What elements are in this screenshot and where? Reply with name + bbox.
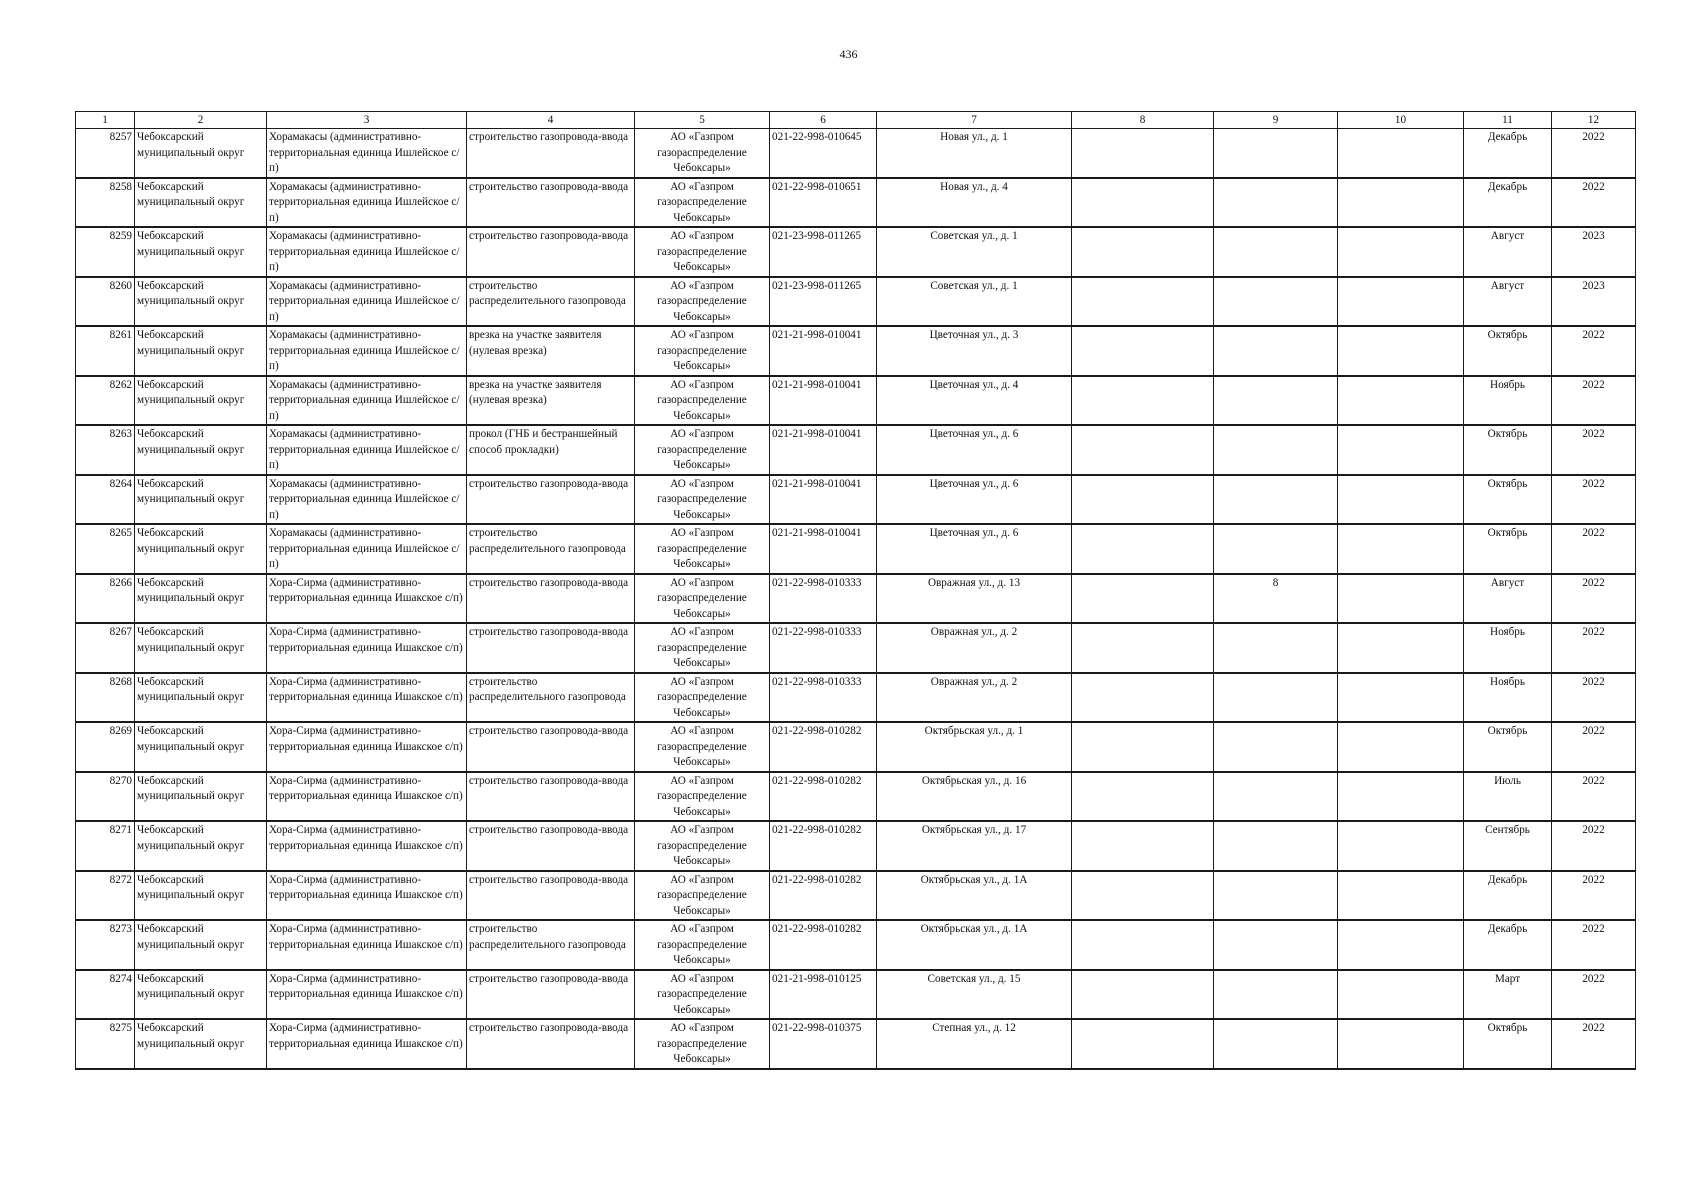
year-cell: 2022 <box>1552 920 1636 970</box>
column-9-cell <box>1214 772 1338 822</box>
locality-cell: Хора-Сирма (административно-территориальная единица Ишакское с/п) <box>267 772 467 822</box>
column-8-cell <box>1072 970 1214 1020</box>
column-header: 12 <box>1552 112 1636 129</box>
table-row <box>76 574 1636 624</box>
work-type-cell: строительство газопровода-ввода <box>467 623 635 673</box>
page-number: 436 <box>839 47 858 61</box>
row-number-cell: 8258 <box>76 178 135 228</box>
locality-cell: Хорамакасы (административно-территориальная единица Ишлейское с/п) <box>267 524 467 574</box>
column-10-cell <box>1338 178 1464 228</box>
case-code-cell: 021-22-998-010645 <box>770 129 877 178</box>
table-row <box>76 772 1636 822</box>
district-cell: Чебоксарский муниципальный округ <box>135 772 267 822</box>
address-cell: Цветочная ул., д. 6 <box>877 425 1072 475</box>
locality-cell: Хорамакасы (административно-территориальная единица Ишлейское с/п) <box>267 129 467 178</box>
column-10-cell <box>1338 277 1464 327</box>
row-number-cell: 8264 <box>76 475 135 525</box>
district-cell: Чебоксарский муниципальный округ <box>135 227 267 277</box>
address-cell: Октябрьская ул., д. 1А <box>877 920 1072 970</box>
locality-cell: Хора-Сирма (административно-территориальная единица Ишакское с/п) <box>267 722 467 772</box>
address-cell: Цветочная ул., д. 6 <box>877 475 1072 525</box>
year-cell: 2022 <box>1552 524 1636 574</box>
locality-cell: Хорамакасы (административно-территориальная единица Ишлейское с/п) <box>267 227 467 277</box>
locality-cell: Хора-Сирма (административно-территориальная единица Ишакское с/п) <box>267 1019 467 1069</box>
case-code-cell: 021-22-998-010282 <box>770 871 877 921</box>
table-row <box>76 673 1636 723</box>
column-10-cell <box>1338 821 1464 871</box>
row-number-cell: 8273 <box>76 920 135 970</box>
column-10-cell <box>1338 970 1464 1020</box>
column-8-cell <box>1072 623 1214 673</box>
column-9-cell <box>1214 722 1338 772</box>
row-number-cell: 8267 <box>76 623 135 673</box>
table-row <box>76 871 1636 921</box>
column-10-cell <box>1338 673 1464 723</box>
year-cell: 2022 <box>1552 475 1636 525</box>
row-number-cell: 8268 <box>76 673 135 723</box>
row-number-cell: 8266 <box>76 574 135 624</box>
work-type-cell: строительство газопровода-ввода <box>467 722 635 772</box>
column-9-cell <box>1214 920 1338 970</box>
row-number-cell: 8270 <box>76 772 135 822</box>
row-number-cell: 8274 <box>76 970 135 1020</box>
column-8-cell <box>1072 129 1214 178</box>
column-10-cell <box>1338 920 1464 970</box>
column-10-cell <box>1338 871 1464 921</box>
work-type-cell: врезка на участке заявителя (нулевая врезка) <box>467 376 635 426</box>
case-code-cell: 021-22-998-010651 <box>770 178 877 228</box>
column-9-cell <box>1214 821 1338 871</box>
column-10-cell <box>1338 129 1464 178</box>
table-row <box>76 475 1636 525</box>
address-cell: Овражная ул., д. 2 <box>877 623 1072 673</box>
work-type-cell: строительство газопровода-ввода <box>467 178 635 228</box>
organization-cell: АО «Газпром газораспределение Чебоксары» <box>635 475 770 525</box>
table-row <box>76 178 1636 228</box>
column-8-cell <box>1072 1019 1214 1069</box>
case-code-cell: 021-21-998-010125 <box>770 970 877 1020</box>
column-8-cell <box>1072 871 1214 921</box>
work-type-cell: строительство распределительного газопровода <box>467 673 635 723</box>
organization-cell: АО «Газпром газораспределение Чебоксары» <box>635 871 770 921</box>
district-cell: Чебоксарский муниципальный округ <box>135 673 267 723</box>
organization-cell: АО «Газпром газораспределение Чебоксары» <box>635 920 770 970</box>
month-cell: Июль <box>1464 772 1552 822</box>
row-number-cell: 8261 <box>76 326 135 376</box>
column-8-cell <box>1072 772 1214 822</box>
address-cell: Цветочная ул., д. 3 <box>877 326 1072 376</box>
column-10-cell <box>1338 722 1464 772</box>
column-10-cell <box>1338 772 1464 822</box>
organization-cell: АО «Газпром газораспределение Чебоксары» <box>635 673 770 723</box>
organization-cell: АО «Газпром газораспределение Чебоксары» <box>635 772 770 822</box>
column-9-cell <box>1214 1019 1338 1069</box>
year-cell: 2022 <box>1552 673 1636 723</box>
locality-cell: Хорамакасы (административно-территориальная единица Ишлейское с/п) <box>267 178 467 228</box>
month-cell: Октябрь <box>1464 326 1552 376</box>
column-8-cell <box>1072 673 1214 723</box>
year-cell: 2023 <box>1552 227 1636 277</box>
year-cell: 2022 <box>1552 871 1636 921</box>
gasification-register-table <box>75 111 1636 1070</box>
column-9-cell <box>1214 277 1338 327</box>
case-code-cell: 021-23-998-011265 <box>770 227 877 277</box>
district-cell: Чебоксарский муниципальный округ <box>135 129 267 178</box>
column-10-cell <box>1338 376 1464 426</box>
column-9-cell <box>1214 623 1338 673</box>
locality-cell: Хорамакасы (административно-территориальная единица Ишлейское с/п) <box>267 475 467 525</box>
locality-cell: Хора-Сирма (административно-территориальная единица Ишакское с/п) <box>267 623 467 673</box>
address-cell: Цветочная ул., д. 4 <box>877 376 1072 426</box>
table-row <box>76 524 1636 574</box>
row-number-cell: 8260 <box>76 277 135 327</box>
table-row <box>76 623 1636 673</box>
column-number-header-row <box>76 112 1636 129</box>
organization-cell: АО «Газпром газораспределение Чебоксары» <box>635 178 770 228</box>
organization-cell: АО «Газпром газораспределение Чебоксары» <box>635 623 770 673</box>
column-header: 3 <box>267 112 467 129</box>
column-header: 11 <box>1464 112 1552 129</box>
month-cell: Декабрь <box>1464 871 1552 921</box>
column-8-cell <box>1072 277 1214 327</box>
organization-cell: АО «Газпром газораспределение Чебоксары» <box>635 376 770 426</box>
column-10-cell <box>1338 574 1464 624</box>
row-number-cell: 8265 <box>76 524 135 574</box>
year-cell: 2022 <box>1552 425 1636 475</box>
column-8-cell <box>1072 425 1214 475</box>
address-cell: Новая ул., д. 1 <box>877 129 1072 178</box>
row-number-cell: 8272 <box>76 871 135 921</box>
district-cell: Чебоксарский муниципальный округ <box>135 970 267 1020</box>
month-cell: Октябрь <box>1464 1019 1552 1069</box>
case-code-cell: 021-21-998-010041 <box>770 425 877 475</box>
month-cell: Август <box>1464 277 1552 327</box>
address-cell: Советская ул., д. 1 <box>877 227 1072 277</box>
column-header: 1 <box>76 112 135 129</box>
row-number-cell: 8275 <box>76 1019 135 1069</box>
locality-cell: Хорамакасы (административно-территориальная единица Ишлейское с/п) <box>267 376 467 426</box>
column-header: 9 <box>1214 112 1338 129</box>
table-row <box>76 1019 1636 1069</box>
column-9-cell <box>1214 673 1338 723</box>
month-cell: Март <box>1464 970 1552 1020</box>
year-cell: 2022 <box>1552 1019 1636 1069</box>
year-cell: 2022 <box>1552 326 1636 376</box>
work-type-cell: строительство газопровода-ввода <box>467 821 635 871</box>
table-row <box>76 129 1636 178</box>
case-code-cell: 021-21-998-010041 <box>770 326 877 376</box>
column-8-cell <box>1072 475 1214 525</box>
register-body <box>76 129 1636 1069</box>
column-8-cell <box>1072 227 1214 277</box>
month-cell: Октябрь <box>1464 475 1552 525</box>
case-code-cell: 021-22-998-010282 <box>770 821 877 871</box>
column-10-cell <box>1338 227 1464 277</box>
district-cell: Чебоксарский муниципальный округ <box>135 574 267 624</box>
locality-cell: Хора-Сирма (административно-территориальная единица Ишакское с/п) <box>267 871 467 921</box>
district-cell: Чебоксарский муниципальный округ <box>135 524 267 574</box>
address-cell: Советская ул., д. 1 <box>877 277 1072 327</box>
locality-cell: Хорамакасы (административно-территориальная единица Ишлейское с/п) <box>267 326 467 376</box>
district-cell: Чебоксарский муниципальный округ <box>135 623 267 673</box>
year-cell: 2022 <box>1552 178 1636 228</box>
work-type-cell: строительство газопровода-ввода <box>467 970 635 1020</box>
column-10-cell <box>1338 475 1464 525</box>
month-cell: Октябрь <box>1464 722 1552 772</box>
column-8-cell <box>1072 722 1214 772</box>
month-cell: Ноябрь <box>1464 673 1552 723</box>
row-number-cell: 8262 <box>76 376 135 426</box>
case-code-cell: 021-22-998-010282 <box>770 920 877 970</box>
locality-cell: Хорамакасы (административно-территориальная единица Ишлейское с/п) <box>267 277 467 327</box>
month-cell: Октябрь <box>1464 425 1552 475</box>
year-cell: 2022 <box>1552 129 1636 178</box>
work-type-cell: строительство распределительного газопровода <box>467 277 635 327</box>
column-10-cell <box>1338 1019 1464 1069</box>
work-type-cell: строительство газопровода-ввода <box>467 227 635 277</box>
row-number-cell: 8259 <box>76 227 135 277</box>
organization-cell: АО «Газпром газораспределение Чебоксары» <box>635 277 770 327</box>
organization-cell: АО «Газпром газораспределение Чебоксары» <box>635 821 770 871</box>
year-cell: 2022 <box>1552 821 1636 871</box>
case-code-cell: 021-22-998-010333 <box>770 673 877 723</box>
work-type-cell: строительство газопровода-ввода <box>467 871 635 921</box>
work-type-cell: строительство газопровода-ввода <box>467 1019 635 1069</box>
district-cell: Чебоксарский муниципальный округ <box>135 475 267 525</box>
table-row <box>76 821 1636 871</box>
work-type-cell: строительство распределительного газопровода <box>467 524 635 574</box>
case-code-cell: 021-22-998-010333 <box>770 623 877 673</box>
organization-cell: АО «Газпром газораспределение Чебоксары» <box>635 1019 770 1069</box>
work-type-cell: строительство распределительного газопровода <box>467 920 635 970</box>
column-8-cell <box>1072 376 1214 426</box>
work-type-cell: строительство газопровода-ввода <box>467 475 635 525</box>
locality-cell: Хора-Сирма (административно-территориальная единица Ишакское с/п) <box>267 673 467 723</box>
locality-cell: Хора-Сирма (административно-территориальная единица Ишакское с/п) <box>267 970 467 1020</box>
row-number-cell: 8257 <box>76 129 135 178</box>
table-row <box>76 425 1636 475</box>
district-cell: Чебоксарский муниципальный округ <box>135 821 267 871</box>
month-cell: Октябрь <box>1464 524 1552 574</box>
district-cell: Чебоксарский муниципальный округ <box>135 326 267 376</box>
work-type-cell: строительство газопровода-ввода <box>467 129 635 178</box>
address-cell: Октябрьская ул., д. 1А <box>877 871 1072 921</box>
work-type-cell: врезка на участке заявителя (нулевая врезка) <box>467 326 635 376</box>
address-cell: Овражная ул., д. 13 <box>877 574 1072 624</box>
organization-cell: АО «Газпром газораспределение Чебоксары» <box>635 326 770 376</box>
column-9-cell <box>1214 970 1338 1020</box>
column-9-cell <box>1214 178 1338 228</box>
month-cell: Ноябрь <box>1464 623 1552 673</box>
address-cell: Советская ул., д. 15 <box>877 970 1072 1020</box>
column-9-cell: 8 <box>1214 574 1338 624</box>
locality-cell: Хорамакасы (административно-территориальная единица Ишлейское с/п) <box>267 425 467 475</box>
row-number-cell: 8263 <box>76 425 135 475</box>
column-9-cell <box>1214 871 1338 921</box>
district-cell: Чебоксарский муниципальный округ <box>135 920 267 970</box>
district-cell: Чебоксарский муниципальный округ <box>135 871 267 921</box>
case-code-cell: 021-22-998-010333 <box>770 574 877 624</box>
year-cell: 2022 <box>1552 376 1636 426</box>
column-header: 6 <box>770 112 877 129</box>
district-cell: Чебоксарский муниципальный округ <box>135 425 267 475</box>
district-cell: Чебоксарский муниципальный округ <box>135 376 267 426</box>
work-type-cell: строительство газопровода-ввода <box>467 574 635 624</box>
district-cell: Чебоксарский муниципальный округ <box>135 178 267 228</box>
case-code-cell: 021-22-998-010282 <box>770 722 877 772</box>
locality-cell: Хора-Сирма (административно-территориальная единица Ишакское с/п) <box>267 821 467 871</box>
table-row <box>76 277 1636 327</box>
organization-cell: АО «Газпром газораспределение Чебоксары» <box>635 524 770 574</box>
row-number-cell: 8271 <box>76 821 135 871</box>
year-cell: 2022 <box>1552 574 1636 624</box>
month-cell: Ноябрь <box>1464 376 1552 426</box>
year-cell: 2022 <box>1552 970 1636 1020</box>
column-header: 10 <box>1338 112 1464 129</box>
column-9-cell <box>1214 376 1338 426</box>
column-10-cell <box>1338 623 1464 673</box>
column-10-cell <box>1338 326 1464 376</box>
address-cell: Октябрьская ул., д. 17 <box>877 821 1072 871</box>
column-9-cell <box>1214 475 1338 525</box>
column-header: 8 <box>1072 112 1214 129</box>
month-cell: Август <box>1464 227 1552 277</box>
column-8-cell <box>1072 326 1214 376</box>
column-header: 2 <box>135 112 267 129</box>
district-cell: Чебоксарский муниципальный округ <box>135 1019 267 1069</box>
table-row <box>76 970 1636 1020</box>
column-9-cell <box>1214 326 1338 376</box>
case-code-cell: 021-21-998-010041 <box>770 524 877 574</box>
district-cell: Чебоксарский муниципальный округ <box>135 277 267 327</box>
month-cell: Декабрь <box>1464 920 1552 970</box>
column-header: 5 <box>635 112 770 129</box>
month-cell: Декабрь <box>1464 129 1552 178</box>
address-cell: Цветочная ул., д. 6 <box>877 524 1072 574</box>
locality-cell: Хора-Сирма (административно-территориальная единица Ишакское с/п) <box>267 574 467 624</box>
work-type-cell: прокол (ГНБ и бестраншейный способ прокладки) <box>467 425 635 475</box>
district-cell: Чебоксарский муниципальный округ <box>135 722 267 772</box>
column-8-cell <box>1072 524 1214 574</box>
organization-cell: АО «Газпром газораспределение Чебоксары» <box>635 574 770 624</box>
table-row <box>76 920 1636 970</box>
work-type-cell: строительство газопровода-ввода <box>467 772 635 822</box>
month-cell: Декабрь <box>1464 178 1552 228</box>
month-cell: Сентябрь <box>1464 821 1552 871</box>
month-cell: Август <box>1464 574 1552 624</box>
organization-cell: АО «Газпром газораспределение Чебоксары» <box>635 722 770 772</box>
table-row <box>76 326 1636 376</box>
address-cell: Степная ул., д. 12 <box>877 1019 1072 1069</box>
year-cell: 2022 <box>1552 772 1636 822</box>
table-row <box>76 722 1636 772</box>
column-9-cell <box>1214 227 1338 277</box>
column-9-cell <box>1214 524 1338 574</box>
column-9-cell <box>1214 425 1338 475</box>
year-cell: 2022 <box>1552 722 1636 772</box>
column-8-cell <box>1072 574 1214 624</box>
address-cell: Овражная ул., д. 2 <box>877 673 1072 723</box>
case-code-cell: 021-22-998-010282 <box>770 772 877 822</box>
column-header: 7 <box>877 112 1072 129</box>
column-header: 4 <box>467 112 635 129</box>
case-code-cell: 021-23-998-011265 <box>770 277 877 327</box>
case-code-cell: 021-21-998-010041 <box>770 376 877 426</box>
organization-cell: АО «Газпром газораспределение Чебоксары» <box>635 970 770 1020</box>
case-code-cell: 021-22-998-010375 <box>770 1019 877 1069</box>
row-number-cell: 8269 <box>76 722 135 772</box>
address-cell: Октябрьская ул., д. 1 <box>877 722 1072 772</box>
column-10-cell <box>1338 524 1464 574</box>
column-8-cell <box>1072 821 1214 871</box>
column-9-cell <box>1214 129 1338 178</box>
organization-cell: АО «Газпром газораспределение Чебоксары» <box>635 129 770 178</box>
organization-cell: АО «Газпром газораспределение Чебоксары» <box>635 227 770 277</box>
year-cell: 2022 <box>1552 623 1636 673</box>
table-row <box>76 227 1636 277</box>
column-8-cell <box>1072 178 1214 228</box>
column-10-cell <box>1338 425 1464 475</box>
column-8-cell <box>1072 920 1214 970</box>
year-cell: 2023 <box>1552 277 1636 327</box>
address-cell: Октябрьская ул., д. 16 <box>877 772 1072 822</box>
organization-cell: АО «Газпром газораспределение Чебоксары» <box>635 425 770 475</box>
table-row <box>76 376 1636 426</box>
locality-cell: Хора-Сирма (административно-территориальная единица Ишакское с/п) <box>267 920 467 970</box>
case-code-cell: 021-21-998-010041 <box>770 475 877 525</box>
address-cell: Новая ул., д. 4 <box>877 178 1072 228</box>
